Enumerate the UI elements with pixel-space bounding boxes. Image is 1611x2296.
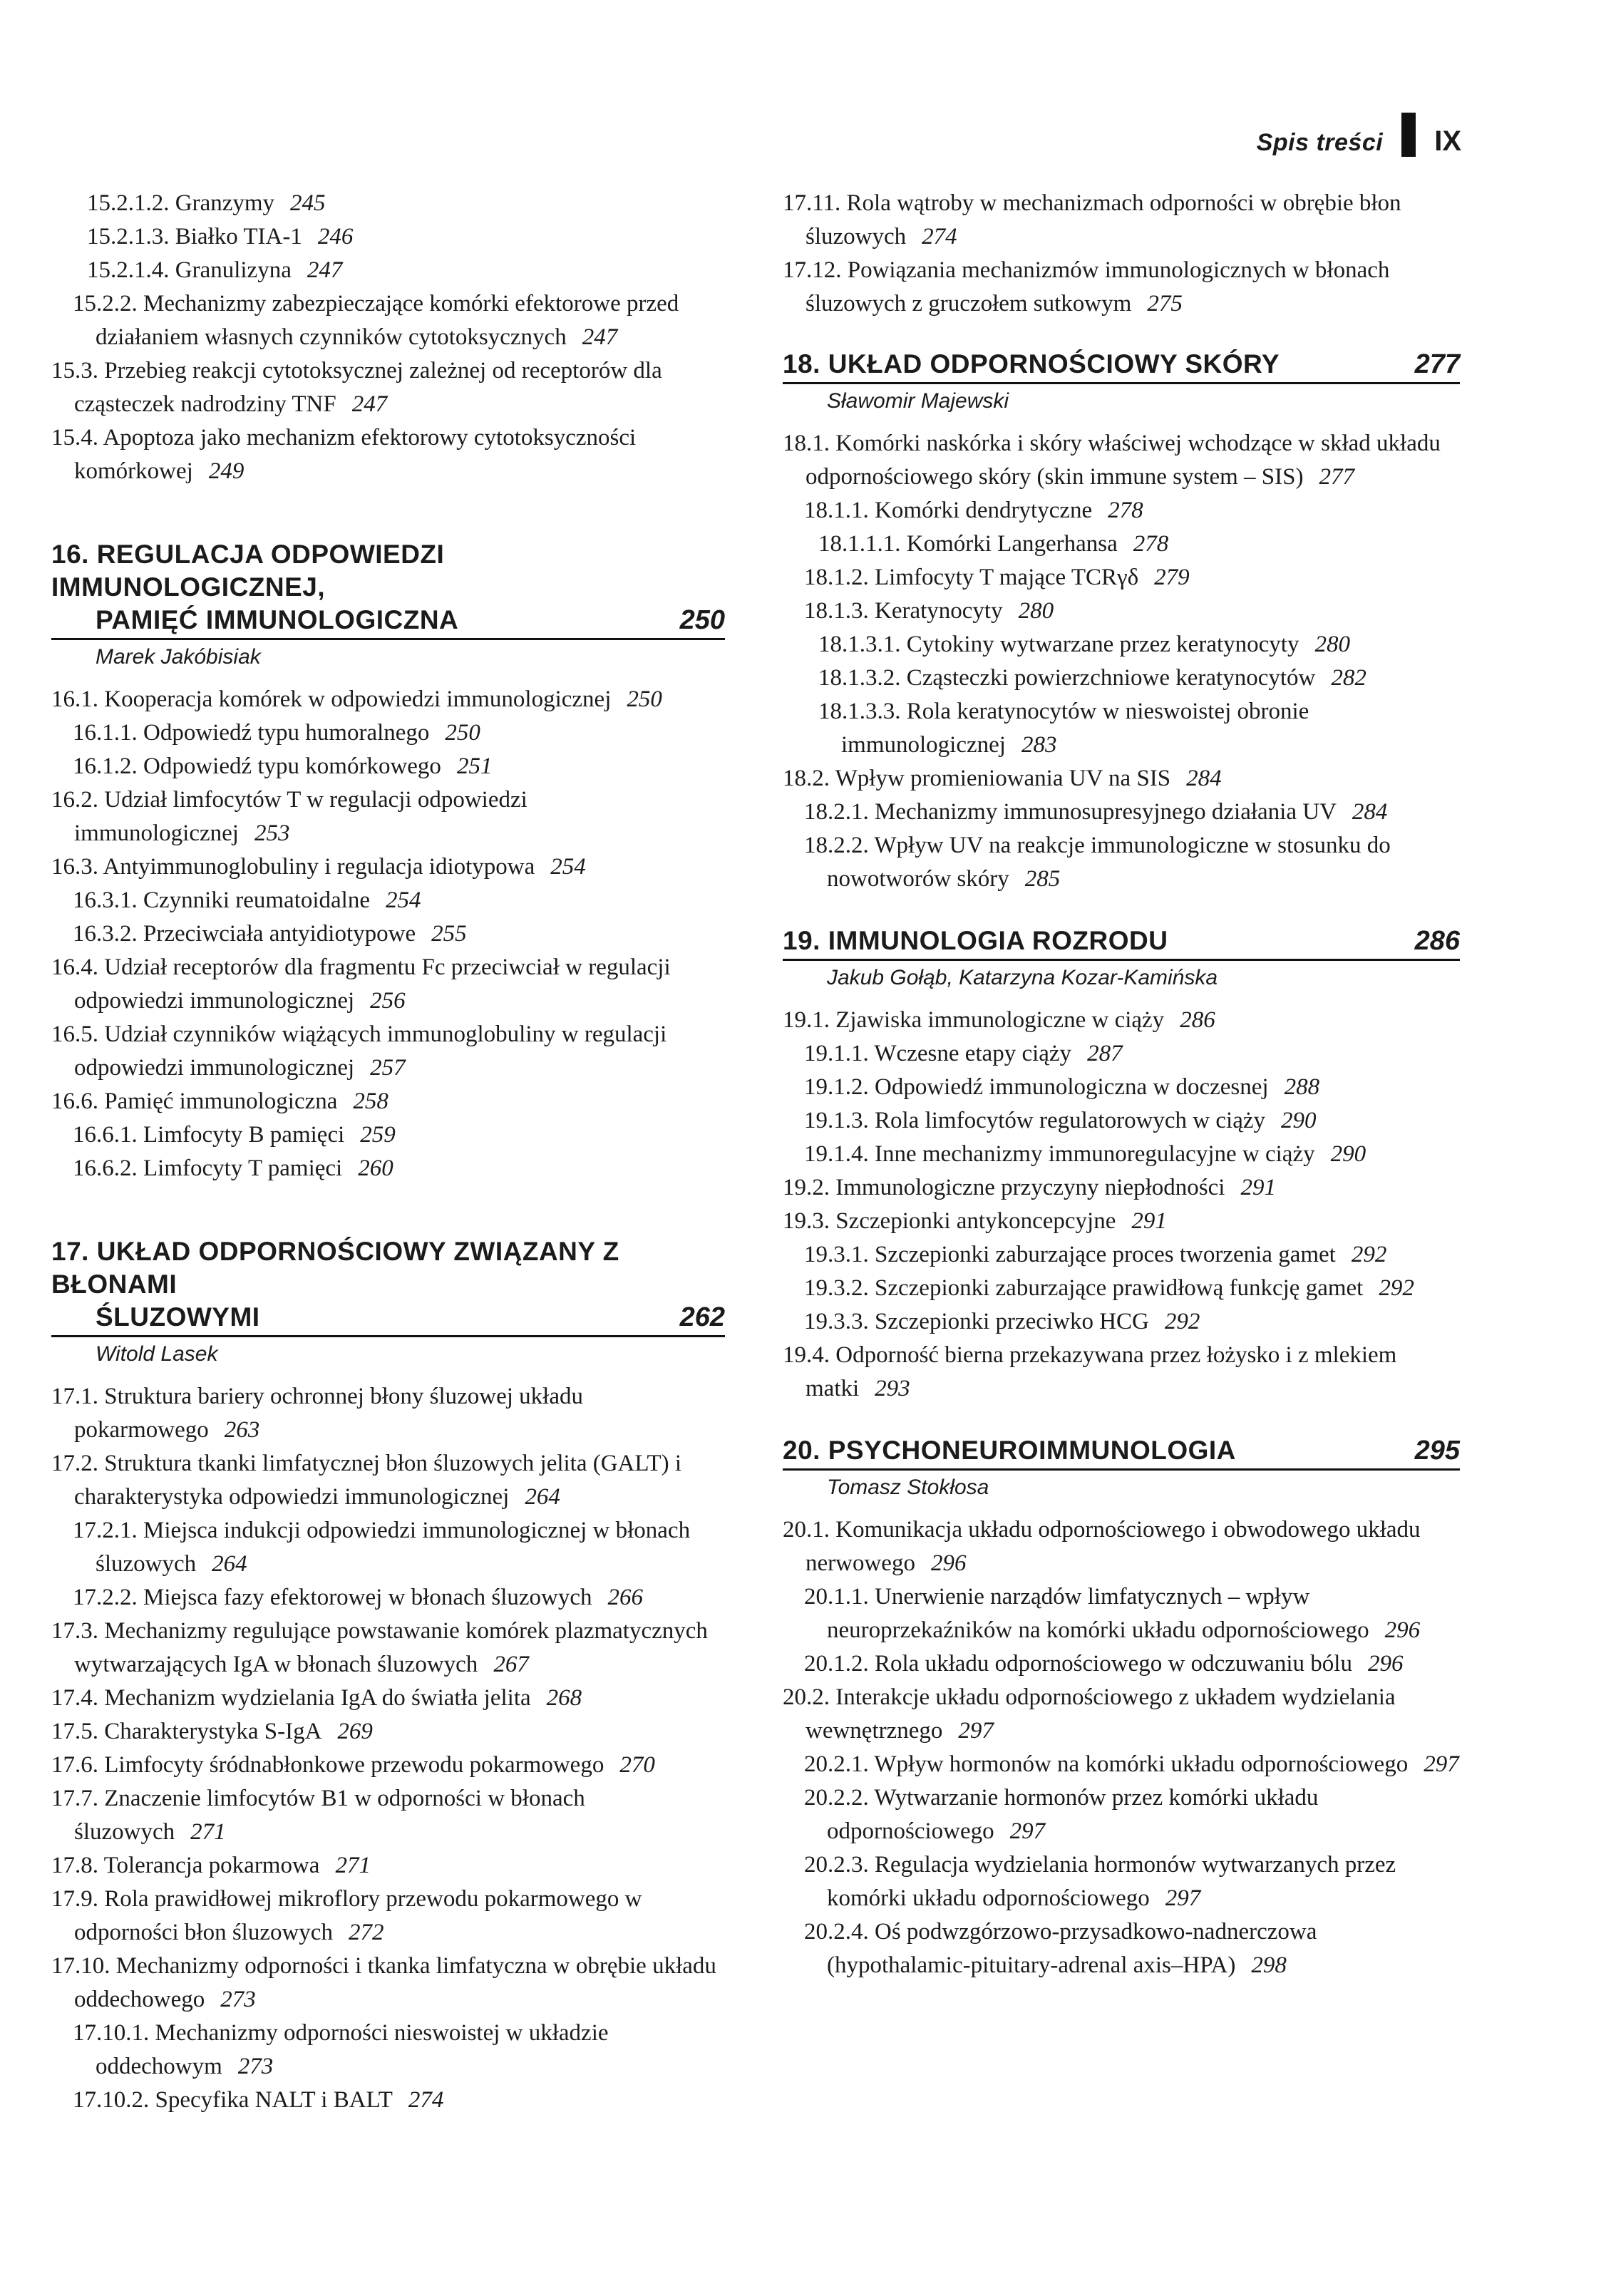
toc-entry-text: Limfocyty T pamięci xyxy=(143,1155,343,1181)
toc-entry-text: Zjawiska immunologiczne w ciąży xyxy=(835,1007,1165,1033)
toc-entry-text: Przebieg reakcji cytotoksycznej zależnej od receptorów dla cząsteczek nadrodziny TNF xyxy=(74,358,662,417)
toc-entry xyxy=(51,917,725,951)
toc-list-18 xyxy=(783,427,1460,896)
toc-entry xyxy=(51,1682,725,1715)
toc-entry xyxy=(783,1171,1460,1205)
toc-entry-page: 247 xyxy=(307,257,343,283)
toc-entry-page: 247 xyxy=(582,324,618,350)
toc-entry-page: 287 xyxy=(1087,1041,1123,1066)
toc-entry xyxy=(783,1339,1460,1406)
toc-entry-number: 18.2.2. xyxy=(804,833,869,858)
toc-entry-page: 284 xyxy=(1186,766,1222,791)
toc-entry-number: 19.3. xyxy=(783,1208,830,1234)
toc-list-20 xyxy=(783,1513,1460,1982)
toc-entry xyxy=(51,187,725,220)
toc-entry-page: 296 xyxy=(1367,1651,1404,1677)
toc-entry-number: 19.3.2. xyxy=(804,1275,869,1301)
toc-entry xyxy=(51,951,725,1018)
chapter-20-heading xyxy=(783,1434,1460,1503)
toc-entry-text: Cytokiny wytwarzane przez keratynocyty xyxy=(906,632,1299,657)
toc-entry-number: 20.1. xyxy=(783,1517,830,1543)
toc-entry-text: Wczesne etapy ciąży xyxy=(874,1041,1072,1066)
chapter-17-title-line1: 17. UKŁAD ODPORNOŚCIOWY ZWIĄZANY Z BŁONAMI xyxy=(51,1237,619,1299)
toc-entry xyxy=(783,187,1460,254)
toc-entry-text: Charakterystyka S-IgA xyxy=(104,1719,322,1744)
toc-entry-text: Mechanizmy odporności nieswoistej w układzie oddechowym xyxy=(96,2020,609,2079)
toc-entry xyxy=(51,1118,725,1152)
toc-entry-page: 297 xyxy=(1009,1818,1046,1844)
toc-entry-page: 283 xyxy=(1021,732,1057,758)
toc-entry xyxy=(783,661,1460,695)
toc-entry-page: 273 xyxy=(237,2054,274,2079)
toc-entry xyxy=(783,1104,1460,1138)
toc-entry-text: Odpowiedź immunologiczna w doczesnej xyxy=(875,1074,1269,1100)
toc-entry xyxy=(51,287,725,354)
toc-entry-text: Oś podwzgórzowo-przysadkowo-nadnerczowa (hypothalamic-pituitary-adrenal axis–HPA) xyxy=(827,1919,1317,1978)
toc-entry-page: 293 xyxy=(875,1376,910,1401)
chapter-17-heading xyxy=(51,1235,725,1370)
toc-entry-text: Cząsteczki powierzchniowe keratynocytów xyxy=(906,665,1316,691)
toc-entry-page: 259 xyxy=(360,1122,396,1148)
toc-entry-number: 20.2.1. xyxy=(804,1751,869,1777)
toc-entry-number: 18.1.1. xyxy=(804,498,869,523)
toc-entry-page: 269 xyxy=(337,1719,373,1744)
toc-entry-text: Wpływ promieniowania UV na SIS xyxy=(835,766,1171,791)
chapter-16-heading xyxy=(51,538,725,673)
toc-entry-text: Rola limfocytów regulatorowych w ciąży xyxy=(875,1108,1265,1133)
toc-entry xyxy=(51,1152,725,1185)
toc-entry-page: 280 xyxy=(1314,632,1350,657)
toc-entry xyxy=(783,1647,1460,1681)
right-column xyxy=(783,187,1460,1982)
toc-entry-text: Szczepionki zaburzające prawidłową funkcję gamet xyxy=(875,1275,1364,1301)
toc-entry-text: Odpowiedź typu humoralnego xyxy=(143,720,430,746)
toc-entry xyxy=(51,1782,725,1849)
toc-entry xyxy=(51,1849,725,1883)
toc-list-17-cont xyxy=(783,187,1460,321)
toc-entry-text: Regulacja wydzielania hormonów wytwarzanych przez komórki układu odpornościowego xyxy=(827,1852,1396,1911)
toc-entry-number: 19.3.3. xyxy=(804,1309,869,1334)
toc-entry-page: 264 xyxy=(212,1551,247,1577)
toc-entry-text: Komórki naskórka i skóry właściwej wchodzące w skład układu odpornościowego skóry (skin immune system – SIS) xyxy=(806,431,1441,490)
toc-entry-number: 19.1. xyxy=(783,1007,830,1033)
toc-entry-page: 274 xyxy=(408,2087,444,2113)
toc-entry xyxy=(783,1513,1460,1580)
toc-entry-text: Komunikacja układu odpornościowego i obwodowego układu nerwowego xyxy=(806,1517,1421,1576)
chapter-18-title: 18. UKŁAD ODPORNOŚCIOWY SKÓRY xyxy=(783,349,1280,379)
toc-entry xyxy=(783,695,1460,762)
chapter-16-title-line1: 16. REGULACJA ODPOWIEDZI IMMUNOLOGICZNEJ, xyxy=(51,540,445,602)
toc-entry-text: Rola wątroby w mechanizmach odporności w obrębie błon śluzowych xyxy=(806,190,1401,249)
toc-entry xyxy=(51,884,725,917)
toc-entry xyxy=(783,254,1460,321)
toc-entry xyxy=(783,1748,1460,1781)
chapter-19-heading xyxy=(783,925,1460,994)
toc-entry-number: 20.2. xyxy=(783,1684,830,1710)
toc-entry-page: 256 xyxy=(370,988,406,1014)
toc-entry-page: 275 xyxy=(1147,291,1183,316)
toc-entry-text: Udział czynników wiążących immunoglobuliny w regulacji odpowiedzi immunologicznej xyxy=(74,1021,667,1081)
toc-entry xyxy=(783,561,1460,594)
toc-entry-text: Mechanizm wydzielania IgA do światła jelita xyxy=(104,1685,531,1711)
toc-entry xyxy=(783,762,1460,796)
toc-entry xyxy=(783,829,1460,896)
toc-entry-number: 18.1.3. xyxy=(804,598,869,624)
toc-entry-page: 273 xyxy=(220,1987,256,2012)
toc-entry-number: 18.1.3.3. xyxy=(818,699,901,724)
toc-entry-number: 16.5. xyxy=(51,1021,98,1047)
toc-entry-text: Kooperacja komórek w odpowiedzi immunologicznej xyxy=(104,686,612,712)
toc-entry-text: Odpowiedź typu komórkowego xyxy=(143,753,441,779)
toc-entry-text: Keratynocyty xyxy=(875,598,1003,624)
toc-entry xyxy=(783,1272,1460,1305)
toc-entry-text: Szczepionki antykoncepcyjne xyxy=(835,1208,1116,1234)
toc-entry xyxy=(51,2017,725,2084)
toc-entry-text: Znaczenie limfocytów B1 w odporności w błonach śluzowych xyxy=(74,1786,585,1845)
toc-entry xyxy=(51,1581,725,1615)
toc-entry-text: Komórki Langerhansa xyxy=(906,531,1118,557)
toc-entry-number: 17.3. xyxy=(51,1618,98,1644)
chapter-17-title-line2: ŚLUZOWYMI xyxy=(96,1302,260,1332)
toc-entry-page: 285 xyxy=(1024,866,1061,892)
toc-entry-text: Pamięć immunologiczna xyxy=(104,1088,338,1114)
toc-entry-number: 17.6. xyxy=(51,1752,98,1778)
toc-entry xyxy=(51,1085,725,1118)
page-number: IX xyxy=(1434,125,1461,157)
toc-entry-number: 18.1. xyxy=(783,431,830,456)
toc-entry-page: 260 xyxy=(358,1155,393,1181)
toc-entry xyxy=(51,783,725,850)
toc-entry-number: 18.1.3.1. xyxy=(818,632,901,657)
toc-list-19 xyxy=(783,1004,1460,1406)
toc-entry-number: 17.11. xyxy=(783,190,841,216)
toc-entry xyxy=(51,1950,725,2017)
toc-entry-page: 292 xyxy=(1164,1309,1200,1334)
toc-entry-page: 270 xyxy=(619,1752,655,1778)
toc-entry-number: 15.2.1.4. xyxy=(87,257,170,283)
toc-entry-number: 15.4. xyxy=(51,425,98,451)
toc-entry-text: Czynniki reumatoidalne xyxy=(143,887,370,913)
running-header-title: Spis treści xyxy=(1256,129,1384,156)
toc-entry-text: Miejsca indukcji odpowiedzi immunologicznej w błonach śluzowych xyxy=(96,1518,691,1577)
toc-entry-page: 290 xyxy=(1330,1141,1366,1167)
toc-entry-text: Białko TIA-1 xyxy=(175,224,302,249)
toc-entry-page: 250 xyxy=(445,720,480,746)
toc-entry-number: 17.10. xyxy=(51,1953,110,1979)
toc-entry xyxy=(783,1138,1460,1171)
toc-entry-page: 280 xyxy=(1018,598,1054,624)
toc-entry-text: Struktura bariery ochronnej błony śluzowej układu pokarmowego xyxy=(74,1384,583,1443)
toc-entry-text: Apoptoza jako mechanizm efektorowy cytotoksyczności komórkowej xyxy=(74,425,637,484)
toc-entry-number: 17.9. xyxy=(51,1886,98,1912)
toc-entry-number: 16.6.1. xyxy=(73,1122,138,1148)
toc-list-16 xyxy=(51,683,725,1185)
toc-entry-number: 17.2.2. xyxy=(73,1585,138,1610)
toc-entry-number: 16.3.2. xyxy=(73,921,138,947)
toc-entry-page: 282 xyxy=(1331,665,1366,691)
toc-entry-number: 17.5. xyxy=(51,1719,98,1744)
toc-entry-number: 19.4. xyxy=(783,1342,830,1368)
toc-entry-text: Granzymy xyxy=(175,190,275,216)
chapter-16-page: 250 xyxy=(679,605,725,635)
toc-entry-number: 18.1.1.1. xyxy=(818,531,901,557)
toc-entry xyxy=(783,1781,1460,1848)
toc-entry xyxy=(783,1205,1460,1238)
toc-entry-number: 17.2.1. xyxy=(73,1518,138,1543)
toc-entry xyxy=(51,1514,725,1581)
toc-entry-number: 16.1. xyxy=(51,686,98,712)
toc-entry-number: 20.2.3. xyxy=(804,1852,869,1878)
toc-entry xyxy=(51,354,725,421)
toc-entry-number: 16.4. xyxy=(51,954,98,980)
toc-entry-text: Specyfika NALT i BALT xyxy=(155,2087,393,2113)
toc-entry-text: Mechanizmy zabezpieczające komórki efektorowe przed działaniem własnych czynników cytotoksycznych xyxy=(96,291,679,350)
toc-entry xyxy=(783,1004,1460,1037)
toc-entry xyxy=(783,494,1460,527)
toc-entry-page: 277 xyxy=(1319,464,1354,490)
toc-entry xyxy=(51,254,725,287)
toc-entry-page: 297 xyxy=(958,1718,994,1744)
toc-entry-page: 246 xyxy=(317,224,354,249)
toc-entry-text: Komórki dendrytyczne xyxy=(875,498,1093,523)
toc-entry xyxy=(783,1848,1460,1915)
toc-entry-page: 272 xyxy=(348,1920,384,1945)
toc-entry xyxy=(783,1305,1460,1339)
toc-entry-text: Szczepionki zaburzające proces tworzenia gamet xyxy=(875,1242,1336,1267)
toc-entry-text: Rola układu odpornościowego w odczuwaniu bólu xyxy=(875,1651,1352,1677)
toc-entry-page: 291 xyxy=(1131,1208,1167,1234)
toc-entry-page: 257 xyxy=(370,1055,406,1081)
toc-entry-text: Interakcje układu odpornościowego z układem wydzielania wewnętrznego xyxy=(806,1684,1396,1744)
toc-entry-page: 298 xyxy=(1251,1952,1287,1978)
toc-entry-number: 18.2.1. xyxy=(804,799,869,825)
toc-entry-page: 271 xyxy=(335,1853,371,1878)
chapter-20-page: 295 xyxy=(1414,1436,1460,1466)
running-header xyxy=(1257,107,1461,157)
toc-entry-number: 15.2.2. xyxy=(73,291,138,316)
toc-entry-page: 263 xyxy=(224,1417,260,1443)
toc-entry xyxy=(783,594,1460,628)
toc-entry-page: 278 xyxy=(1108,498,1143,523)
toc-entry-text: Mechanizmy regulujące powstawanie komórek plazmatycznych wytwarzających IgA w błonach śluzowych xyxy=(74,1618,708,1677)
chapter-18-author: Sławomir Majewski xyxy=(827,389,1009,413)
toc-entry-page: 290 xyxy=(1281,1108,1317,1133)
toc-list-17 xyxy=(51,1380,725,2117)
toc-entry-number: 18.2. xyxy=(783,766,830,791)
left-column xyxy=(51,187,725,2117)
chapter-20-title: 20. PSYCHONEUROIMMUNOLOGIA xyxy=(783,1436,1236,1465)
toc-entry-page: 266 xyxy=(607,1585,644,1610)
toc-entry-text: Wytwarzanie hormonów przez komórki układu odpornościowego xyxy=(827,1785,1319,1844)
chapter-19-page: 286 xyxy=(1414,926,1460,956)
toc-entry xyxy=(51,850,725,884)
toc-entry-text: Rola keratynocytów w nieswoistej obronie immunologicznej xyxy=(841,699,1309,758)
chapter-19-title: 19. IMMUNOLOGIA ROZRODU xyxy=(783,926,1168,955)
toc-entry xyxy=(783,796,1460,829)
toc-entry-page: 291 xyxy=(1240,1175,1276,1200)
toc-entry-page: 296 xyxy=(1384,1617,1421,1643)
chapter-16-author: Marek Jakóbisiak xyxy=(96,645,261,669)
toc-entry-text: Struktura tkanki limfatycznej błon śluzowych jelita (GALT) i charakterystyka odpowiedzi immunologicznej xyxy=(74,1451,682,1510)
toc-entry-page: 268 xyxy=(546,1685,582,1711)
toc-entry xyxy=(783,527,1460,561)
toc-entry xyxy=(51,750,725,783)
toc-entry-page: 249 xyxy=(208,458,245,484)
toc-entry-number: 16.2. xyxy=(51,787,98,813)
toc-entry-text: Udział limfocytów T w regulacji odpowiedzi immunologicznej xyxy=(74,787,527,846)
chapter-17-author: Witold Lasek xyxy=(96,1342,218,1366)
toc-entry-number: 17.2. xyxy=(51,1451,98,1476)
toc-entry-number: 16.6. xyxy=(51,1088,98,1114)
toc-entry-page: 271 xyxy=(190,1819,226,1845)
toc-entry-page: 253 xyxy=(254,820,290,846)
toc-entry-number: 19.1.2. xyxy=(804,1074,869,1100)
toc-entry-page: 267 xyxy=(493,1652,529,1677)
toc-entry xyxy=(783,1915,1460,1982)
toc-entry-number: 20.2.4. xyxy=(804,1919,869,1945)
toc-entry-text: Unerwienie narządów limfatycznych – wpływ neuroprzekaźników na komórki układu odpornościowego xyxy=(827,1584,1369,1643)
toc-entry-text: Limfocyty śródnabłonkowe przewodu pokarmowego xyxy=(104,1752,604,1778)
toc-entry-text: Odporność bierna przekazywana przez łożysko i z mlekiem matki xyxy=(806,1342,1397,1401)
toc-entry-number: 17.4. xyxy=(51,1685,98,1711)
toc-entry-page: 255 xyxy=(431,921,467,947)
toc-entry-number: 19.3.1. xyxy=(804,1242,869,1267)
header-bar xyxy=(1401,113,1416,157)
toc-entry xyxy=(51,1447,725,1514)
toc-entry-number: 17.10.1. xyxy=(73,2020,150,2046)
chapter-18-heading xyxy=(783,348,1460,417)
toc-entry xyxy=(51,421,725,488)
toc-entry-page: 258 xyxy=(353,1088,388,1114)
toc-entry-page: 286 xyxy=(1180,1007,1215,1033)
toc-entry-number: 16.1.2. xyxy=(73,753,138,779)
toc-entry-text: Immunologiczne przyczyny niepłodności xyxy=(835,1175,1225,1200)
toc-entry-number: 16.1.1. xyxy=(73,720,138,746)
toc-entry xyxy=(51,683,725,716)
toc-entry-number: 17.1. xyxy=(51,1384,98,1409)
toc-entry-text: Miejsca fazy efektorowej w błonach śluzowych xyxy=(143,1585,592,1610)
toc-entry xyxy=(51,1883,725,1950)
toc-entry-text: Szczepionki przeciwko HCG xyxy=(875,1309,1149,1334)
toc-entry-page: 245 xyxy=(290,190,326,216)
toc-entry-number: 18.1.3.2. xyxy=(818,665,901,691)
toc-entry xyxy=(783,427,1460,494)
toc-entry-number: 17.7. xyxy=(51,1786,98,1811)
toc-entry-page: 297 xyxy=(1424,1751,1459,1777)
toc-entry xyxy=(51,716,725,750)
toc-entry xyxy=(51,1380,725,1447)
toc-entry-page: 292 xyxy=(1351,1242,1387,1267)
toc-entry-text: Rola prawidłowej mikroflory przewodu pokarmowego w odporności błon śluzowych xyxy=(74,1886,642,1945)
chapter-18-page: 277 xyxy=(1414,349,1460,379)
toc-entry-number: 16.3. xyxy=(51,854,98,880)
toc-entry xyxy=(51,1018,725,1085)
chapter-20-author: Tomasz Stokłosa xyxy=(827,1476,989,1499)
toc-entry-page: 278 xyxy=(1133,531,1169,557)
toc-entry-text: Udział receptorów dla fragmentu Fc przeciwciał w regulacji odpowiedzi immunologicznej xyxy=(74,954,671,1014)
toc-entry-page: 292 xyxy=(1379,1275,1414,1301)
toc-entry-page: 284 xyxy=(1352,799,1388,825)
toc-entry-page: 250 xyxy=(627,686,662,712)
toc-entry-number: 16.6.2. xyxy=(73,1155,138,1181)
toc-entry-text: Wpływ hormonów na komórki układu odpornościowego xyxy=(874,1751,1409,1777)
toc-entry-text: Mechanizmy immunosupresyjnego działania UV xyxy=(875,799,1337,825)
toc-entry xyxy=(51,1615,725,1682)
toc-entry-number: 20.2.2. xyxy=(804,1785,869,1811)
toc-entry-page: 251 xyxy=(456,753,493,779)
toc-entry-text: Powiązania mechanizmów immunologicznych w błonach śluzowych z gruczołem sutkowym xyxy=(806,257,1390,316)
chapter-17-page: 262 xyxy=(679,1302,725,1332)
toc-entry xyxy=(51,1715,725,1749)
toc-entry-number: 20.1.1. xyxy=(804,1584,869,1610)
toc-entry xyxy=(51,220,725,254)
toc-entry xyxy=(783,1037,1460,1071)
toc-entry-text: Limfocyty T mające TCRγδ xyxy=(875,565,1139,590)
toc-entry-text: Przeciwciała antyidiotypowe xyxy=(143,921,416,947)
toc-entry-number: 15.2.1.3. xyxy=(87,224,170,249)
toc-entry-text: Antyimmunoglobuliny i regulacja idiotypowa xyxy=(103,854,535,880)
toc-entry-number: 18.1.2. xyxy=(804,565,869,590)
toc-entry xyxy=(783,628,1460,661)
toc-entry-number: 17.12. xyxy=(783,257,842,283)
toc-entry-page: 296 xyxy=(930,1550,967,1576)
toc-entry-text: Inne mechanizmy immunoregulacyjne w ciąży xyxy=(875,1141,1315,1167)
toc-entry xyxy=(51,1749,725,1782)
toc-entry xyxy=(783,1238,1460,1272)
toc-entry-page: 264 xyxy=(525,1484,560,1510)
toc-entry-text: Granulizyna xyxy=(175,257,292,283)
toc-entry-number: 19.2. xyxy=(783,1175,830,1200)
toc-entry xyxy=(783,1580,1460,1647)
toc-entry-number: 17.10.2. xyxy=(73,2087,150,2113)
toc-entry-page: 297 xyxy=(1165,1885,1201,1911)
chapter-19-author: Jakub Gołąb, Katarzyna Kozar-Kamińska xyxy=(827,966,1218,989)
toc-entry-text: Wpływ UV na reakcje immunologiczne w stosunku do nowotworów skóry xyxy=(827,833,1391,892)
toc-entry-number: 15.3. xyxy=(51,358,98,383)
toc-entry-number: 19.1.4. xyxy=(804,1141,869,1167)
toc-entry-text: Limfocyty B pamięci xyxy=(143,1122,345,1148)
toc-entry-page: 254 xyxy=(550,854,586,880)
toc-entry-page: 247 xyxy=(351,391,388,417)
toc-entry-page: 254 xyxy=(386,887,421,913)
toc-entry-page: 288 xyxy=(1284,1074,1320,1100)
toc-entry xyxy=(51,2084,725,2117)
toc-list-15 xyxy=(51,187,725,488)
toc-entry-number: 15.2.1.2. xyxy=(87,190,170,216)
toc-entry-number: 19.1.1. xyxy=(804,1041,869,1066)
toc-entry-page: 279 xyxy=(1154,565,1190,590)
toc-entry-number: 17.8. xyxy=(51,1853,98,1878)
chapter-16-title-line2: PAMIĘĆ IMMUNOLOGICZNA xyxy=(96,605,459,634)
toc-entry-number: 19.1.3. xyxy=(804,1108,869,1133)
toc-entry-number: 16.3.1. xyxy=(73,887,138,913)
toc-entry-number: 20.1.2. xyxy=(804,1651,869,1677)
toc-entry xyxy=(783,1681,1460,1748)
toc-entry-text: Mechanizmy odporności i tkanka limfatyczna w obrębie układu oddechowego xyxy=(74,1953,716,2012)
toc-entry-page: 274 xyxy=(922,224,957,249)
toc-entry xyxy=(783,1071,1460,1104)
toc-entry-text: Tolerancja pokarmowa xyxy=(103,1853,320,1878)
